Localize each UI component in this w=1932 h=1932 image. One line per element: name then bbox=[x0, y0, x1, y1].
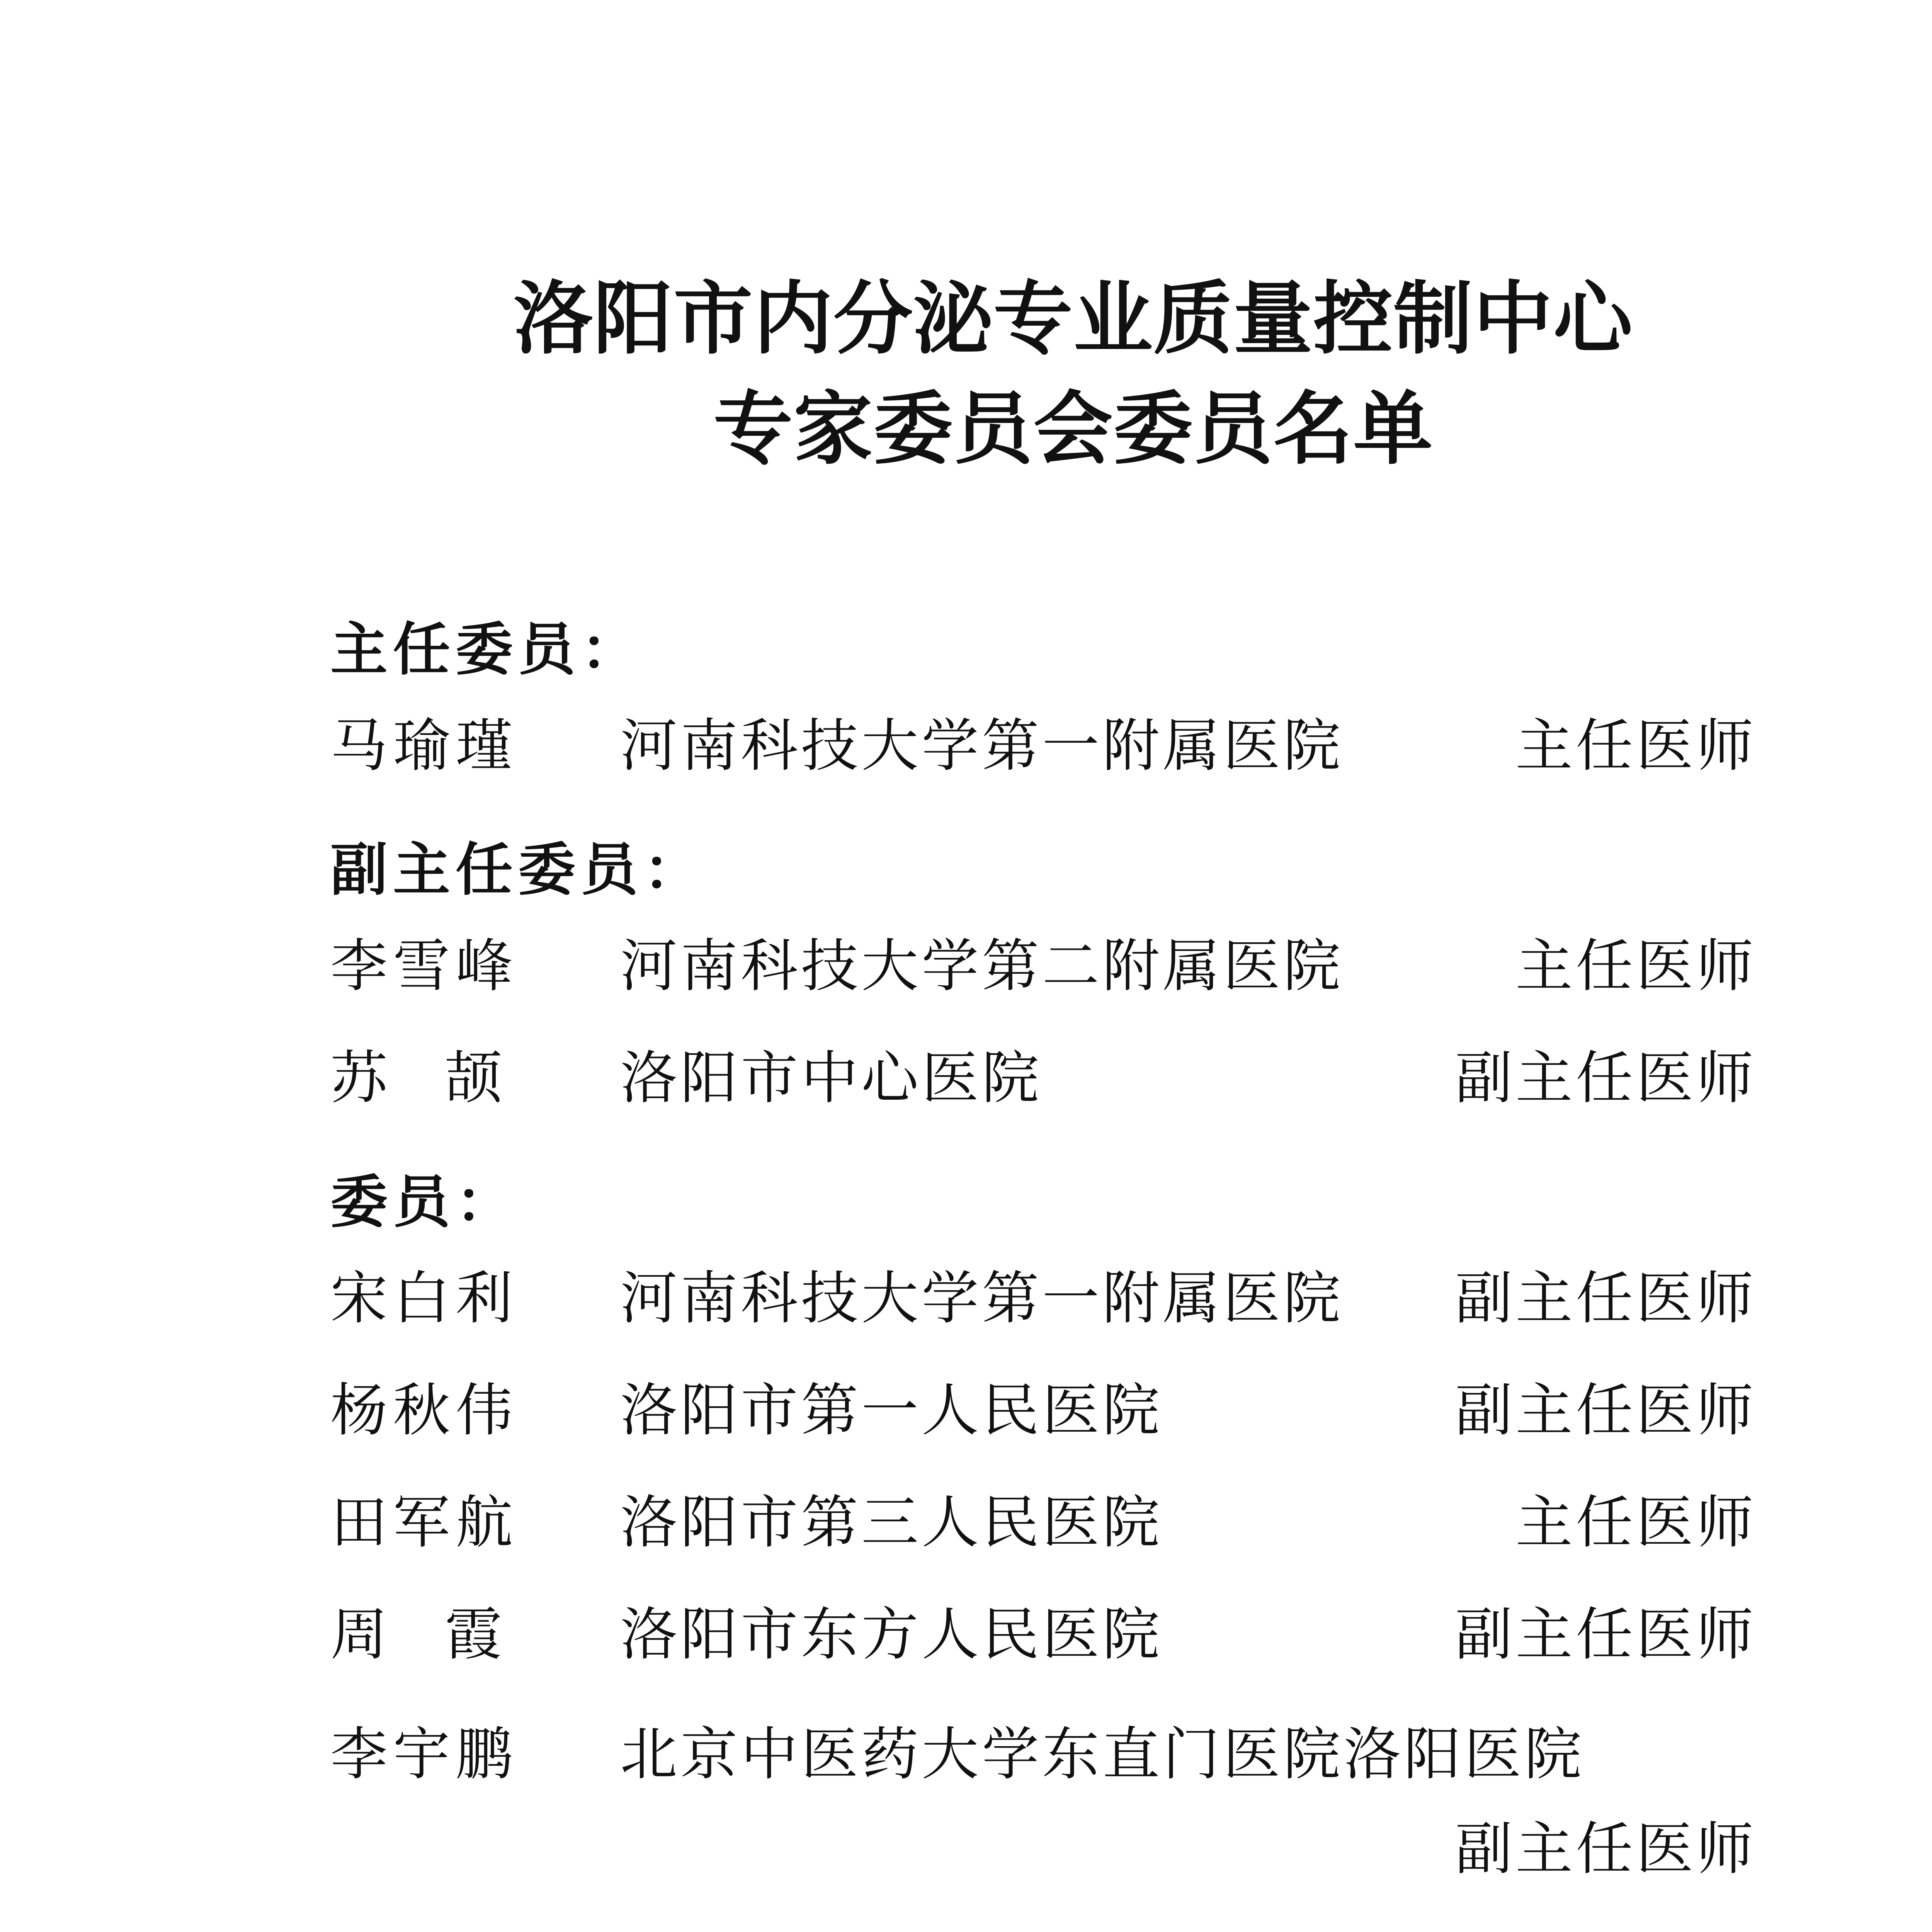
member-hospital: 洛阳市中心医院 bbox=[620, 1045, 1042, 1111]
member-row bbox=[0, 1488, 1932, 1557]
member-row bbox=[0, 1043, 1932, 1113]
member-row bbox=[0, 931, 1932, 1001]
member-hospital: 河南科技大学第一附属医院 bbox=[620, 1265, 1344, 1332]
member-name: 周 霞 bbox=[330, 1601, 502, 1668]
member-name: 杨秋伟 bbox=[330, 1377, 518, 1444]
member-row bbox=[0, 1600, 1932, 1669]
member-row bbox=[0, 1930, 1932, 1932]
section-label-members: 委员： bbox=[330, 1168, 518, 1235]
member-title: 副主任医师 bbox=[1455, 1601, 1757, 1668]
member-name: 田军航 bbox=[330, 1489, 518, 1556]
document-title-line-2: 专家委员会委员名单 bbox=[713, 383, 1434, 475]
member-row bbox=[0, 1264, 1932, 1333]
member-hospital: 洛阳市第一人民医院 bbox=[620, 1377, 1163, 1444]
member-row bbox=[0, 1376, 1932, 1445]
member-hospital: 河南科技大学第一附属医院 bbox=[620, 713, 1344, 779]
member-name: 李宇鹏 bbox=[330, 1721, 518, 1787]
member-hospital: 洛阳市东方人民医院 bbox=[620, 1601, 1163, 1668]
member-title: 主任医师 bbox=[1515, 933, 1757, 999]
member-name: 苏 颉 bbox=[330, 1045, 502, 1111]
member-name: 宋白利 bbox=[330, 1265, 518, 1332]
member-hospital: 河南科技大学第二附属医院 bbox=[620, 933, 1344, 999]
member-name bbox=[330, 1930, 518, 1932]
member-name: 马瑜瑾 bbox=[330, 713, 518, 779]
section-label-vice-directors: 副主任委员： bbox=[330, 836, 706, 903]
member-title: 副主任医师 bbox=[1455, 1265, 1757, 1332]
member-title: 主任医师 bbox=[1515, 1489, 1757, 1556]
member-name: 李雪峰 bbox=[330, 933, 518, 999]
member-title: 主任医师 bbox=[1515, 713, 1757, 779]
member-hospital bbox=[620, 1930, 1324, 1932]
member-row bbox=[0, 711, 1932, 781]
document-title-line-1: 洛阳市内分泌专业质量控制中心 bbox=[514, 272, 1633, 365]
member-title bbox=[1455, 1930, 1757, 1932]
member-hospital: 北京中医药大学东直门医院洛阳医院 bbox=[620, 1721, 1585, 1787]
member-row bbox=[0, 1719, 1932, 1886]
member-title: 副主任医师 bbox=[1455, 1816, 1757, 1882]
member-title: 副主任医师 bbox=[1455, 1377, 1757, 1444]
member-title: 副主任医师 bbox=[1455, 1045, 1757, 1111]
section-label-director: 主任委员： bbox=[330, 616, 643, 683]
member-hospital: 洛阳市第三人民医院 bbox=[620, 1489, 1163, 1556]
